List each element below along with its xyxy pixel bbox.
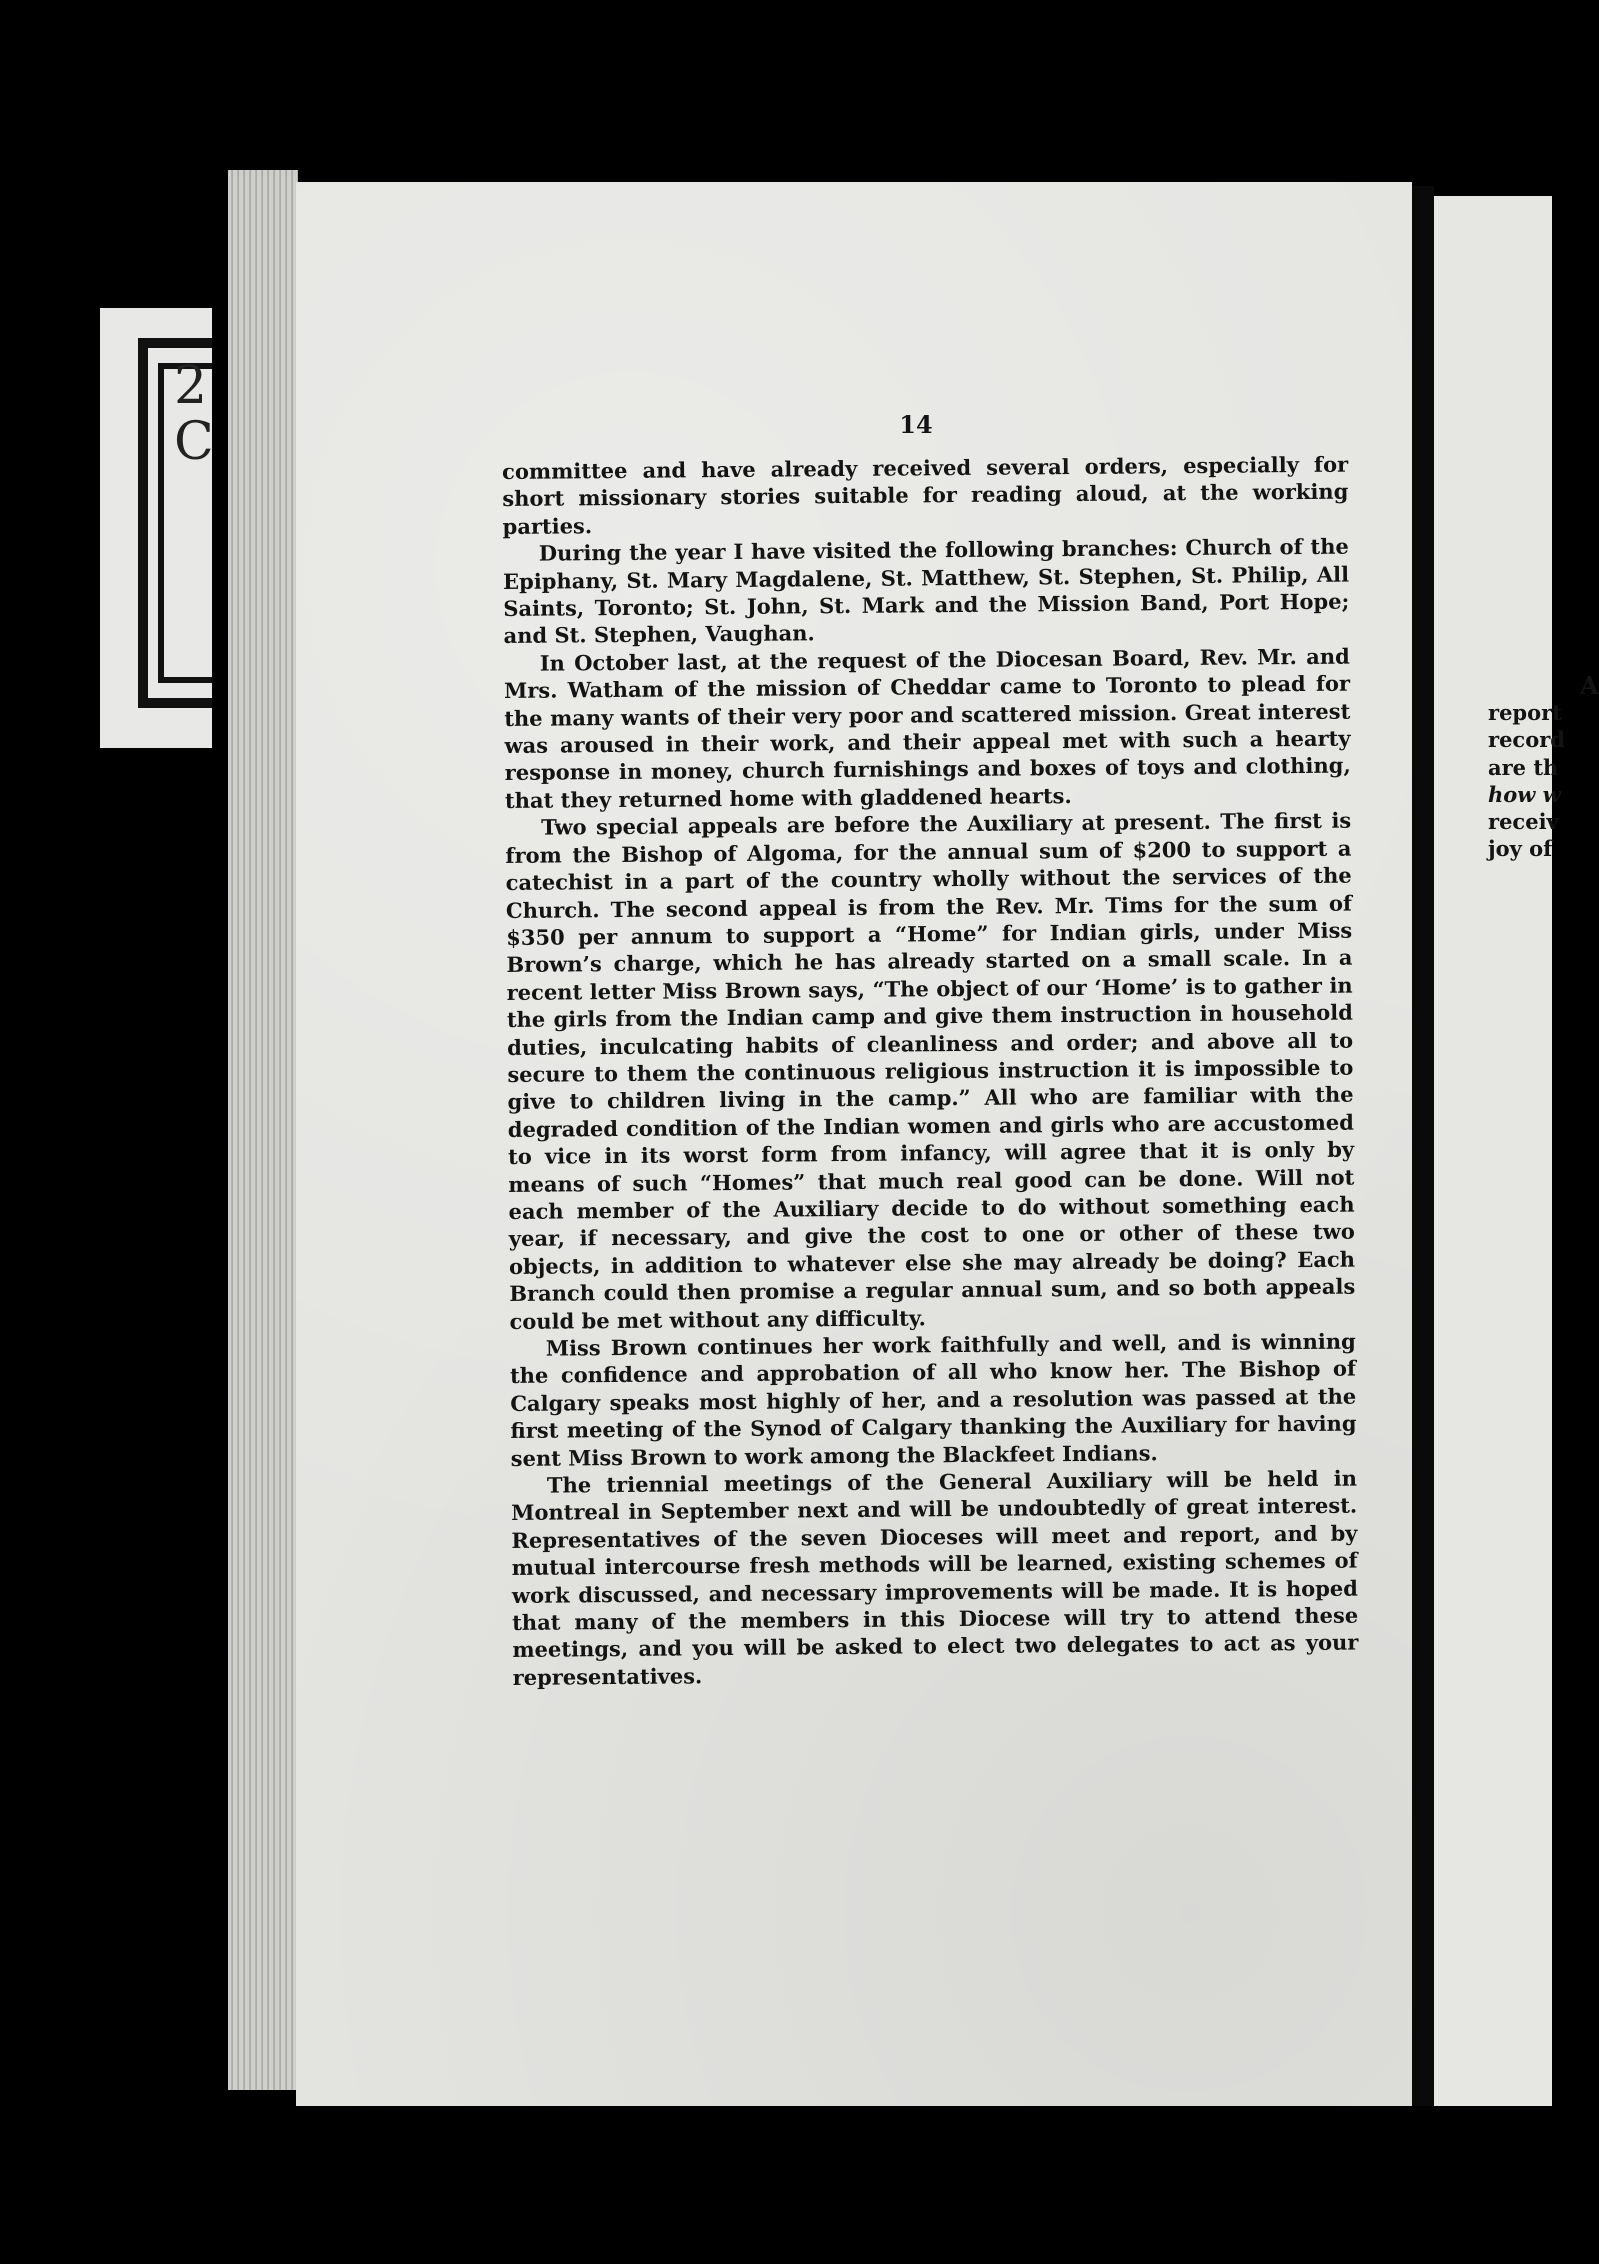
facing-line-6: receiv — [1488, 808, 1559, 834]
facing-line-7: joy of — [1488, 836, 1553, 862]
paragraph-1: committee and have already received several orders, especially for short missionary stories suitable for reading aloud, at the working parties. — [502, 451, 1349, 539]
facing-line-1: A — [1580, 671, 1599, 700]
facing-line-5: how w — [1488, 781, 1561, 807]
paragraph-3: In October last, at the request of the Diocesan Board, Rev. Mr. and Mrs. Watham of the mission of Cheddar came to Toronto to plead for the many wants of their very poor and scattered mission. Great interest was aroused in their work, and their appeal met with such a hearty response in money, church furnishings and boxes of toys and clothing, that they returned home with gladdened hearts. — [503, 643, 1351, 813]
page-number: 14 — [899, 410, 933, 439]
book-page — [296, 182, 1412, 2106]
paragraph-5: Miss Brown continues her work faithfully and well, and is winning the confidence and approbation of all who know her. The Bishop of Calgary speaks most highly of her, and a resolution was passed at the first meeting of the Synod of Calgary thanking the Auxiliary for having sent Miss Brown to work among the Blackfeet Indians. — [509, 1328, 1357, 1471]
facing-line-3: record — [1488, 727, 1565, 753]
page-body-text — [502, 451, 1359, 1692]
facing-page-fragment — [1434, 196, 1599, 2106]
facing-line-2: report — [1488, 700, 1562, 726]
paragraph-2: During the year I have visited the following branches: Church of the Epiphany, St. Mary Magdalene, St. Matthew, St. Stephen, St. Philip, All Saints, Toronto; St. John, St. Mark and the Mission Band, Port Hope; and St. Stephen, Vaughan. — [502, 533, 1350, 649]
paragraph-6: The triennial meetings of the General Auxiliary will be held in Montreal in September next and will be undoubtedly of great interest. Representatives of the seven Dioceses will meet and report, and by mutual intercourse fresh methods will be learned, existing schemes of work discussed, and necessary improvements will be made. It is hoped that many of the members in this Diocese will try to attend these meetings, and you will be asked to elect two delegates to act as your representatives. — [511, 1465, 1359, 1690]
page-stack-edges — [228, 170, 298, 2090]
facing-page-text — [1488, 672, 1599, 862]
book-spine-gutter — [1412, 186, 1434, 2106]
card-glyph-1: 2 — [174, 356, 208, 416]
facing-line-4: are th — [1488, 754, 1559, 780]
left-card-fragment — [100, 308, 212, 748]
paragraph-4: Two special appeals are before the Auxiliary at present. The first is from the Bishop of Algoma, for the annual sum of $200 to support a catechist in a part of the country wholly without the services of the Church. The second appeal is from the Rev. Mr. Tims for the sum of $350 per annum to support a “Home” for Indian girls, under Miss Brown’s charge, which he has already started on a small scale. In a recent letter Miss Brown says, “The object of our ‘Home’ is to gather in the girls from the Indian camp and give them instruction in household duties, inculcating habits of cleanliness and order; and above all to secure to them the continuous religious instruction it is impossible to give to children living in the camp.” All who are familiar with the degraded condition of the Indian women and girls who are accustomed to vice in its worst form from infancy, will agree that it is only by means of such “Homes” that much real good can be done. Will not each member of the Auxiliary decide to do without something each year, if necessary, and give the cost to one or other of these two objects, in addition to whatever else she may already be doing? Each Branch could then promise a regular annual sum, and so both appeals could be met without any difficulty. — [505, 807, 1356, 1334]
card-glyph-2: C — [174, 412, 214, 472]
